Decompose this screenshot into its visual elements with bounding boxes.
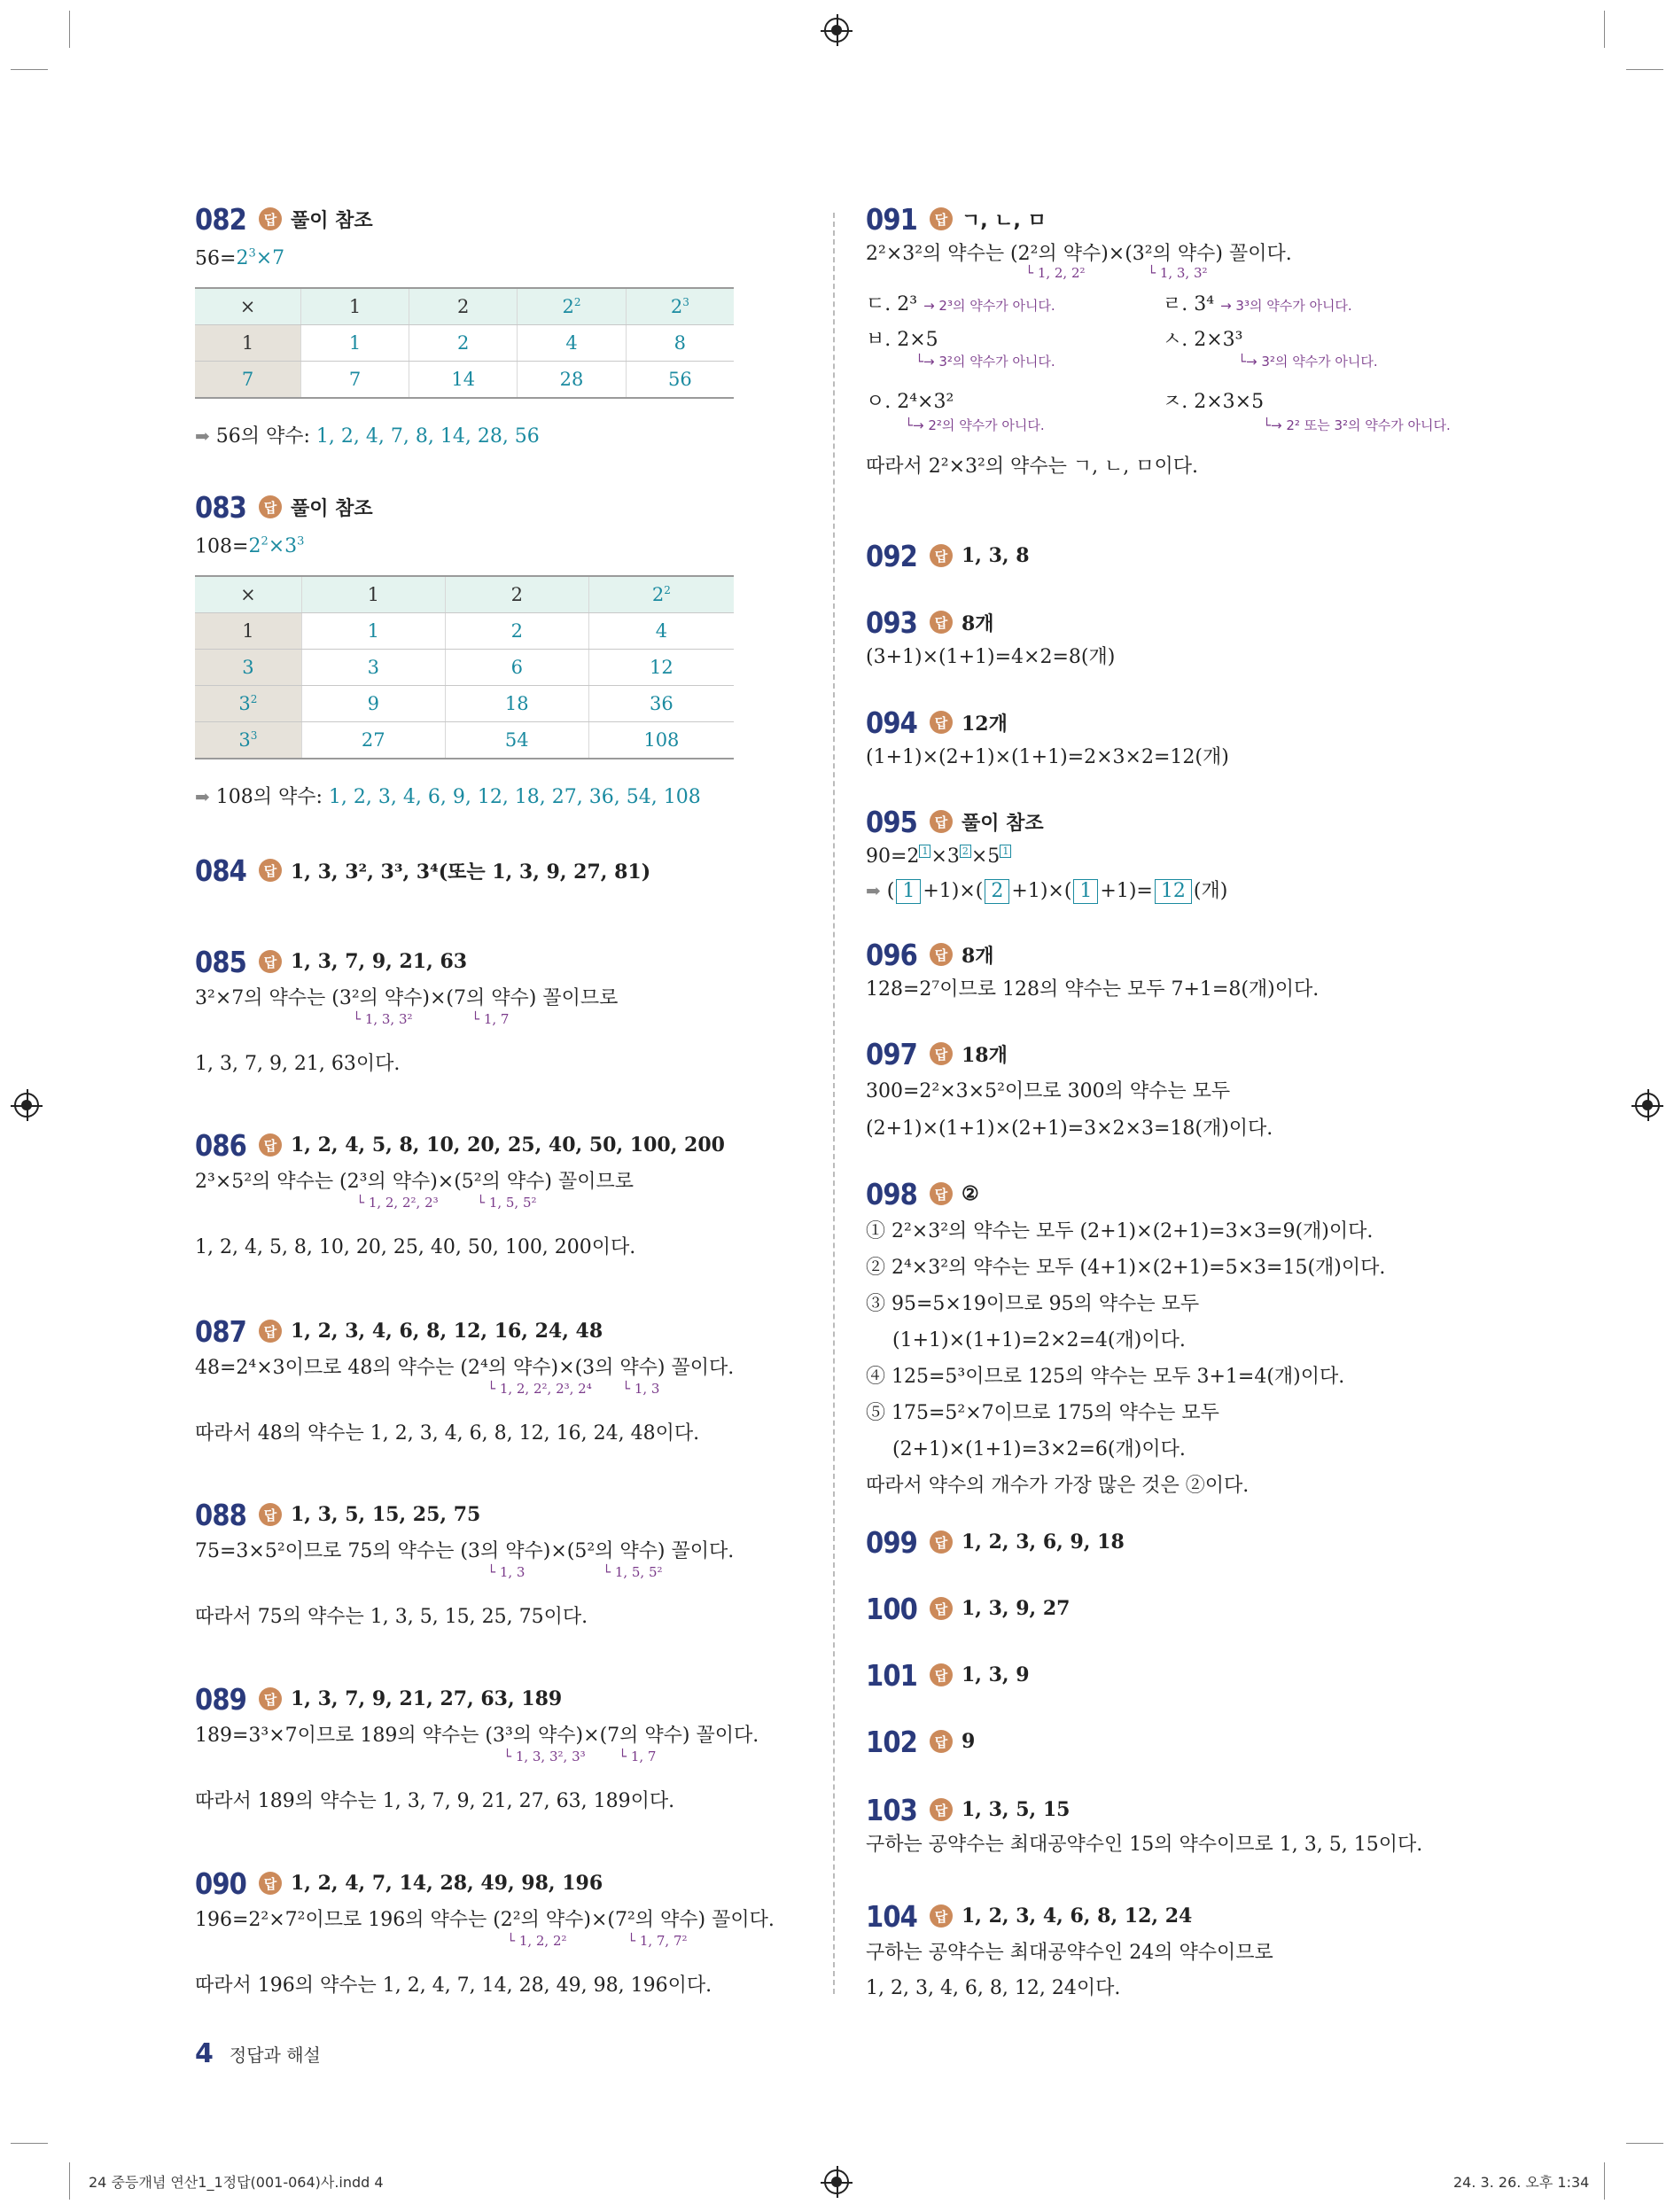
choice-r: ㄹ. 3⁴ → 3³의 약수가 아니다.	[1163, 293, 1352, 315]
problem-083	[195, 487, 734, 815]
answer-badge-icon: 답	[259, 1503, 282, 1526]
problem-095	[866, 802, 1227, 909]
problem-number: 086	[195, 1127, 246, 1163]
answer: 12개	[962, 712, 1008, 736]
explanation-line: 2³×5²의 약수는 (2³의 약수)×(5²의 약수) 꼴이므로	[195, 1171, 634, 1193]
answer-badge-icon: 답	[930, 810, 953, 833]
answer: 1, 3, 3², 3³, 3⁴(또는 1, 3, 9, 27, 81)	[291, 860, 651, 884]
divisor-note: └ 1, 3, 3², 3³	[503, 1749, 586, 1764]
answer: 8개	[962, 611, 994, 635]
problem-number: 090	[195, 1865, 246, 1901]
problem-number: 101	[866, 1657, 917, 1693]
divisor-note: └ 1, 3	[487, 1564, 526, 1580]
problem-number: 085	[195, 944, 246, 979]
answer: 1, 3, 8	[962, 544, 1030, 567]
explanation-line: 2²×3²의 약수는 (2²의 약수)×(3²의 약수) 꼴이다.	[866, 243, 1292, 265]
answer: 1, 2, 3, 4, 6, 8, 12, 16, 24, 48	[291, 1320, 603, 1343]
answer: 1, 2, 4, 7, 14, 28, 49, 98, 196	[291, 1872, 603, 1895]
answer-badge-icon: 답	[930, 943, 953, 966]
problem-090	[195, 1864, 775, 2004]
crop-mark	[1604, 11, 1605, 48]
problem-088	[195, 1495, 734, 1635]
footer-title: 정답과 해설	[229, 2045, 321, 2066]
answer: 1, 3, 7, 9, 21, 63	[291, 950, 468, 973]
answer-badge-icon: 답	[930, 1798, 953, 1821]
problem-number: 095	[866, 804, 917, 839]
answer-badge-icon: 답	[930, 544, 953, 567]
answer-badge-icon: 답	[259, 1872, 282, 1895]
crop-mark	[69, 2162, 70, 2200]
equation: $108=2^2\times 3^3$	[195, 535, 305, 558]
divisor-note: └ 1, 5, 5²	[477, 1195, 537, 1211]
explanation-line: 따라서 196의 약수는 1, 2, 4, 7, 14, 28, 49, 98, 196이다.	[195, 1974, 712, 1997]
explanation-line: 75=3×5²이므로 75의 약수는 (3의 약수)×(5²의 약수) 꼴이다.	[195, 1540, 735, 1562]
divisor-table: × 1 2 $2^2$ $2^3$ 1 1 2 4 8 7 7 14 28 56	[195, 287, 734, 399]
problem-number: 096	[866, 937, 917, 972]
answer: 18개	[962, 1043, 1008, 1067]
answer: 1, 2, 3, 6, 9, 18	[962, 1530, 1125, 1554]
choice-j: ㅈ. 2×3×5	[1163, 391, 1265, 413]
explanation-line: 따라서 75의 약수는 1, 3, 5, 15, 25, 75이다.	[195, 1606, 588, 1628]
problem-096	[866, 935, 1319, 1006]
answer-badge-icon: 답	[930, 1904, 953, 1928]
answer: 8개	[962, 944, 994, 968]
divisor-table: × 1 2 $2^2$ 1 1 2 4 3 3 6 12 $3^2$ 9 18 36 $3^3$ 27 54 108	[195, 575, 734, 759]
problem-094	[866, 703, 1229, 774]
problem-092	[866, 536, 1030, 575]
crop-mark	[1626, 2143, 1663, 2144]
problem-099	[866, 1523, 1125, 1562]
answer: 1, 3, 5, 15, 25, 75	[291, 1503, 481, 1526]
column-divider	[833, 213, 835, 1994]
problem-087	[195, 1312, 734, 1452]
explanation-line: (2+1)×(1+1)=3×2=6(개)이다.	[892, 1438, 1186, 1460]
explanation-line: 3²×7의 약수는 (3²의 약수)×(7의 약수) 꼴이므로	[195, 987, 619, 1009]
answer-badge-icon: 답	[930, 1182, 953, 1205]
problem-098	[866, 1174, 1385, 1504]
problem-number: 094	[866, 705, 917, 740]
explanation-line: 1, 2, 3, 4, 6, 8, 12, 24이다.	[866, 1977, 1121, 1999]
equation: 90=2 1 ×3 2 ×5 1	[866, 841, 1227, 873]
result: ➡ 56의 약수: 1, 2, 4, 7, 8, 14, 28, 56	[195, 425, 540, 448]
divisor-note: └ 1, 2, 2², 2³, 2⁴	[487, 1381, 592, 1397]
print-timestamp: 24. 3. 26. 오후 1:34	[1453, 2174, 1590, 2191]
problem-number: 083	[195, 489, 246, 525]
problem-number: 104	[866, 1898, 917, 1934]
problem-084	[195, 851, 650, 890]
explanation-line: (3+1)×(1+1)=4×2=8(개)	[866, 646, 1116, 668]
explanation-line: 1, 3, 7, 9, 21, 63이다.	[195, 1053, 401, 1075]
explanation-line: 128=2⁷이므로 128의 약수는 모두 7+1=8(개)이다.	[866, 978, 1320, 1001]
explanation-line: 1, 2, 4, 5, 8, 10, 20, 25, 40, 50, 100, 200이다.	[195, 1236, 636, 1258]
problem-number: 092	[866, 538, 917, 573]
crop-mark	[11, 69, 48, 70]
choice-note: └→ 2² 또는 3²의 약수가 아니다.	[1263, 417, 1451, 433]
registration-mark-icon	[1635, 1093, 1660, 1118]
crop-mark	[1604, 2162, 1605, 2200]
answer: 1, 2, 3, 4, 6, 8, 12, 24	[962, 1904, 1193, 1928]
answer-badge-icon: 답	[259, 495, 282, 518]
answer-badge-icon: 답	[930, 1663, 953, 1686]
problem-101	[866, 1655, 1030, 1694]
divisor-note: └ 1, 2, 2²	[1025, 265, 1086, 281]
result: ➡ 108의 약수: 1, 2, 3, 4, 6, 9, 12, 18, 27, 36, 54, 108	[195, 786, 701, 809]
choice-note: └→ 3²의 약수가 아니다.	[1238, 354, 1378, 370]
choice-d: ㄷ. 2³ → 2³의 약수가 아니다.	[866, 293, 1055, 315]
problem-number: 102	[866, 1724, 917, 1759]
answer: 1, 3, 7, 9, 21, 27, 63, 189	[291, 1687, 563, 1710]
problem-number: 099	[866, 1524, 917, 1560]
answer-badge-icon: 답	[259, 207, 282, 230]
problem-number: 093	[866, 604, 917, 640]
choice-note: └→ 3²의 약수가 아니다.	[915, 354, 1055, 370]
arrow-icon: ➡	[195, 425, 210, 448]
answer: 풀이 참조	[291, 497, 373, 520]
answer-badge-icon: 답	[259, 1687, 282, 1710]
divisor-note: └ 1, 3, 3²	[1148, 265, 1208, 281]
page-footer	[195, 2038, 321, 2069]
answer-badge-icon: 답	[930, 711, 953, 734]
crop-mark	[69, 11, 70, 48]
explanation-line: 196=2²×7²이므로 196의 약수는 (2²의 약수)×(7²의 약수) 꼴이다.	[195, 1909, 775, 1931]
registration-mark-icon	[824, 18, 849, 43]
explanation-line: (1+1)×(2+1)×(1+1)=2×3×2=12(개)	[866, 746, 1229, 768]
answer-badge-icon: 답	[259, 859, 282, 882]
crop-mark	[1626, 69, 1663, 70]
answer-badge-icon: 답	[930, 1597, 953, 1620]
choices	[866, 290, 1504, 494]
explanation-line: 구하는 공약수는 최대공약수인 15의 약수이므로 1, 3, 5, 15이다.	[866, 1834, 1423, 1856]
answer: 1, 3, 5, 15	[962, 1798, 1071, 1821]
answer-badge-icon: 답	[930, 611, 953, 634]
problem-104	[866, 1897, 1273, 2006]
divisor-note: └ 1, 7, 7²	[627, 1933, 688, 1949]
divisor-note: └ 1, 2, 2², 2³	[356, 1195, 439, 1211]
answer: ②	[962, 1182, 979, 1205]
answer: 1, 3, 9, 27	[962, 1597, 1071, 1620]
choice-s: ㅅ. 2×3³	[1163, 329, 1243, 351]
registration-mark-icon	[14, 1093, 39, 1118]
arrow-icon: ➡	[866, 880, 881, 901]
answer: 1, 3, 9	[962, 1663, 1030, 1686]
explanation-line: (2+1)×(1+1)×(2+1)=3×2×3=18(개)이다.	[866, 1118, 1273, 1140]
explanation-line: 따라서 약수의 개수가 가장 많은 것은 ②이다.	[866, 1475, 1250, 1497]
problem-103	[866, 1790, 1422, 1861]
problem-number: 098	[866, 1176, 917, 1211]
answer: 9	[962, 1730, 976, 1753]
problem-091	[866, 199, 1504, 494]
explanation-line: ① 2²×3²의 약수는 모두 (2+1)×(2+1)=3×3=9(개)이다.	[866, 1220, 1374, 1242]
answer: 풀이 참조	[962, 812, 1044, 835]
explanation-line: 따라서 48의 약수는 1, 2, 3, 4, 6, 8, 12, 16, 24, 48이다.	[195, 1422, 700, 1445]
explanation-line: 48=2⁴×3이므로 48의 약수는 (2⁴의 약수)×(3의 약수) 꼴이다.	[195, 1357, 735, 1379]
answer-badge-icon: 답	[930, 1730, 953, 1753]
problem-number: 082	[195, 201, 246, 237]
explanation-line: 따라서 2²×3²의 약수는 ㄱ, ㄴ, ㅁ이다.	[866, 456, 1199, 478]
explanation-line: ② 2⁴×3²의 약수는 모두 (4+1)×(2+1)=5×3=15(개)이다.	[866, 1257, 1386, 1279]
registration-mark-icon	[824, 2169, 849, 2194]
problem-number: 103	[866, 1792, 917, 1827]
divisor-note: └ 1, 7	[471, 1011, 510, 1027]
explanation-line: 구하는 공약수는 최대공약수인 24의 약수이므로	[866, 1942, 1273, 1964]
explanation-line: ③ 95=5×19이므로 95의 약수는 모두	[866, 1293, 1200, 1315]
answer: 1, 2, 4, 5, 8, 10, 20, 25, 40, 50, 100, 200	[291, 1133, 725, 1157]
divisor-note: └ 1, 3	[622, 1381, 660, 1397]
problem-number: 100	[866, 1591, 917, 1626]
divisor-note: └ 1, 5, 5²	[603, 1564, 663, 1580]
answer-badge-icon: 답	[259, 1133, 282, 1157]
answer: ㄱ, ㄴ, ㅁ	[962, 209, 1047, 232]
explanation-line: 189=3³×7이므로 189의 약수는 (3³의 약수)×(7의 약수) 꼴이다.	[195, 1725, 759, 1747]
answer-badge-icon: 답	[930, 1042, 953, 1065]
explanation-line: ⑤ 175=5²×7이므로 175의 약수는 모두	[866, 1402, 1219, 1424]
crop-mark	[11, 2143, 48, 2144]
explanation-line: 300=2²×3×5²이므로 300의 약수는 모두	[866, 1080, 1231, 1102]
problem-number: 089	[195, 1681, 246, 1717]
divisor-note: └ 1, 3, 3²	[353, 1011, 413, 1027]
answer-badge-icon: 답	[930, 207, 953, 230]
problem-number: 091	[866, 201, 917, 237]
answer-badge-icon: 답	[259, 1320, 282, 1343]
file-slug: 24 중등개념 연산1_1정답(001-064)사.indd 4	[89, 2174, 384, 2191]
result: ➡ ( 1 +1)×( 2 +1)×( 1 +1)= 12 (개)	[866, 880, 1228, 902]
problem-102	[866, 1722, 975, 1761]
problem-100	[866, 1589, 1071, 1628]
problem-097	[866, 1034, 1273, 1148]
divisor-note: └ 1, 7	[619, 1749, 657, 1764]
divisor-note: └ 1, 2, 2²	[507, 1933, 567, 1949]
answer: 풀이 참조	[291, 209, 373, 232]
problem-086	[195, 1125, 725, 1266]
answer-badge-icon: 답	[259, 950, 282, 973]
problem-number: 087	[195, 1313, 246, 1349]
problem-number: 088	[195, 1497, 246, 1532]
choice-b: ㅂ. 2×5	[866, 329, 938, 351]
problem-093	[866, 603, 1115, 674]
problem-number: 084	[195, 853, 246, 888]
problem-082	[195, 199, 734, 455]
problem-085	[195, 942, 618, 1082]
problem-number: 097	[866, 1036, 917, 1071]
answer-badge-icon: 답	[930, 1530, 953, 1554]
problem-089	[195, 1679, 759, 1819]
explanation-line: (1+1)×(1+1)=2×2=4(개)이다.	[892, 1329, 1186, 1351]
equation: $56=2^3\times 7$	[195, 247, 285, 270]
arrow-icon: ➡	[195, 786, 210, 808]
page-number: 4	[195, 2038, 214, 2069]
choice-o: ㅇ. 2⁴×3²	[866, 391, 954, 413]
explanation-line: 따라서 189의 약수는 1, 3, 7, 9, 21, 27, 63, 189이다.	[195, 1790, 675, 1812]
choice-note: └→ 2²의 약수가 아니다.	[905, 417, 1045, 433]
explanation-line: ④ 125=5³이므로 125의 약수는 모두 3+1=4(개)이다.	[866, 1366, 1345, 1388]
